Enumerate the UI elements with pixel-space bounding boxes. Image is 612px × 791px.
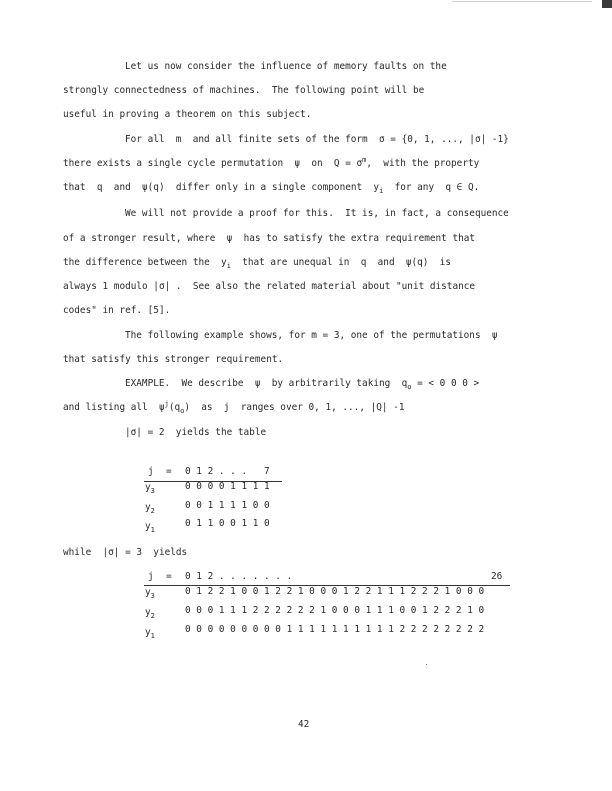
table-row-label (145, 627, 155, 639)
row-label-subscript: 3 (150, 486, 155, 495)
text-line: |σ| = 2 yields the table (125, 427, 267, 438)
text-line: strongly connectedness of machines. The following point will be (63, 85, 425, 96)
table-row: 0 0 1 1 1 1 0 0 (185, 500, 270, 511)
text-fragment: the difference between the y (63, 257, 227, 268)
text-fragment: for any q ∈ Q. (383, 182, 480, 193)
table-row-label (145, 502, 155, 514)
text-fragment: (q (168, 402, 181, 413)
subscript: i (226, 261, 231, 270)
text-fragment: and listing all ψ (63, 402, 165, 413)
text-fragment: ) as j ranges over 0, 1, ..., |Q| -1 (184, 402, 405, 413)
table-row: 0 1 2 2 1 0 0 1 2 2 1 0 0 0 1 2 2 1 1 1 2 2 2 1 0 0 0 (185, 586, 485, 597)
row-label: y (145, 482, 151, 493)
superscript: m (362, 155, 367, 164)
table-header-end: 26 (491, 571, 503, 582)
row-label-subscript: 2 (150, 611, 155, 620)
text-line: always 1 modulo |σ| . See also the related material about "unit distance (63, 281, 476, 292)
row-label: y (145, 587, 151, 598)
text-line: that satisfy this stronger requirement. (63, 354, 284, 365)
table-row-label (145, 607, 155, 619)
table-header-values: 0 1 2 . . . 7 (185, 466, 270, 477)
table-row: 0 0 0 0 1 1 1 1 (185, 481, 270, 492)
table-header-values: 0 1 2 . . . . . . . (185, 571, 293, 582)
table-header-label: j (148, 466, 154, 477)
text-line (63, 155, 480, 170)
row-label: y (145, 502, 151, 513)
text-line: For all m and all finite sets of the form σ = {0, 1, ..., |σ| -1} (125, 134, 509, 145)
text-line (63, 399, 405, 415)
speck (426, 664, 427, 665)
text-line: while |σ| = 3 yields (63, 547, 188, 558)
table-header-eq: = (166, 466, 172, 477)
text-line (63, 182, 479, 194)
table-row-label (145, 482, 155, 494)
text-line: The following example shows, for m = 3, one of the permutations ψ (125, 330, 498, 341)
text-line: of a stronger result, where ψ has to satisfy the extra requirement that (63, 233, 476, 244)
row-label-subscript: 1 (150, 631, 155, 640)
text-fragment: there exists a single cycle permutation ψ on Q = σ (63, 158, 363, 169)
text-line: We will not provide a proof for this. It is, in fact, a consequence (125, 208, 509, 219)
page-number: 42 (298, 719, 310, 730)
table-row-label (145, 587, 155, 599)
text-fragment: , with the property (366, 158, 480, 169)
row-label: y (145, 521, 151, 532)
table-row-label (145, 521, 155, 533)
row-label-subscript: 1 (150, 525, 155, 534)
text-fragment: = < 0 0 0 > (411, 378, 480, 389)
subscript: o (407, 382, 412, 391)
text-line: useful in proving a theorem on this subject. (63, 109, 312, 120)
text-line (125, 378, 479, 390)
row-label-subscript: 3 (150, 591, 155, 600)
text-fragment: that q and ψ(q) differ only in a single component y (63, 182, 380, 193)
table-header-label: j (148, 571, 154, 582)
row-label: y (145, 607, 151, 618)
top-edge-line (452, 1, 592, 2)
text-fragment: EXAMPLE. We describe ψ by arbitrarily taking q (125, 378, 408, 389)
subscript: o (180, 406, 185, 415)
superscript: j (164, 399, 169, 408)
subscript: i (379, 186, 384, 195)
table-row: 0 1 1 0 0 1 1 0 (185, 518, 270, 529)
text-line: codes" in ref. [5]. (63, 305, 171, 316)
table-row: 0 0 0 0 0 0 0 0 0 1 1 1 1 1 1 1 1 1 1 2 2 2 2 2 2 2 2 (185, 624, 485, 635)
row-label-subscript: 2 (150, 506, 155, 515)
row-label: y (145, 627, 151, 638)
text-line: Let us now consider the influence of memory faults on the (125, 61, 447, 72)
text-fragment: that are unequal in q and ψ(q) is (230, 257, 452, 268)
corner-mark (602, 0, 612, 8)
table-header-eq: = (166, 571, 172, 582)
table-row: 0 0 0 1 1 1 2 2 2 2 2 2 1 0 0 0 1 1 1 0 0 1 2 2 2 1 0 (185, 605, 485, 616)
text-line (63, 257, 451, 269)
